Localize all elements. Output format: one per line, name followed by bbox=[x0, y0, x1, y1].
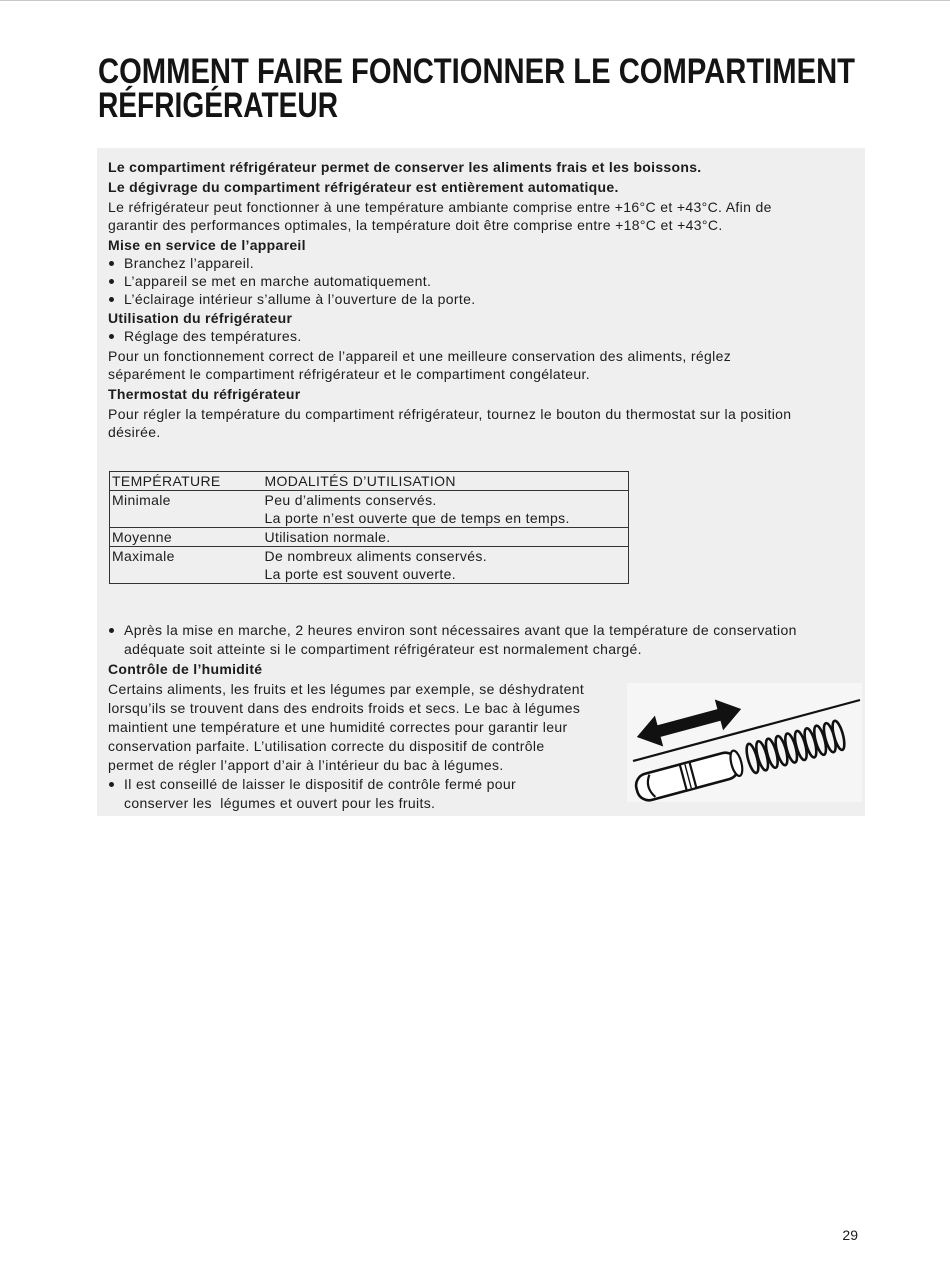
bullet-icon bbox=[109, 261, 114, 266]
usage-line: Peu d’aliments conservés. bbox=[264, 492, 437, 508]
paragraph-line: désirée. bbox=[108, 424, 161, 440]
intro-lead-2: Le dégivrage du compartiment réfrigérateur est entièrement automatique. bbox=[108, 179, 619, 195]
usage-line: Utilisation normale. bbox=[264, 529, 391, 545]
table-cell-usage bbox=[263, 491, 629, 528]
paragraph-line: permet de régler l’apport d’air à l’intérieur du bac à légumes. bbox=[108, 757, 504, 773]
bullet-icon bbox=[109, 628, 114, 633]
page-title-line-2: RÉFRIGÉRATEUR bbox=[98, 86, 397, 125]
paragraph-line: maintient une température et une humidité correctes pour garantir leur bbox=[108, 719, 568, 735]
section-heading-mise-en-service: Mise en service de l’appareil bbox=[108, 237, 306, 253]
bullet-icon bbox=[109, 279, 114, 284]
table-header-cell: MODALITÉS D’UTILISATION bbox=[263, 472, 629, 491]
table-cell-temperature: Maximale bbox=[110, 547, 263, 584]
section-heading-thermostat: Thermostat du réfrigérateur bbox=[108, 386, 301, 402]
bullet-icon bbox=[109, 782, 114, 787]
table-cell-temperature: Moyenne bbox=[110, 528, 263, 547]
usage-line: De nombreux aliments conservés. bbox=[264, 548, 487, 564]
temperature-table bbox=[109, 471, 629, 584]
list-item: Branchez l’appareil. bbox=[124, 255, 254, 271]
paragraph-line: Pour un fonctionnement correct de l’appareil et une meilleure conservation des aliments, réglez bbox=[108, 348, 732, 364]
bullet-icon bbox=[109, 297, 114, 302]
usage-line: La porte n’est ouverte que de temps en temps. bbox=[264, 510, 570, 526]
list-item: Réglage des températures. bbox=[124, 328, 302, 344]
table-row bbox=[110, 528, 629, 547]
note-line: Après la mise en marche, 2 heures environ sont nécessaires avant que la température de conservation bbox=[124, 622, 797, 638]
table-row bbox=[110, 547, 629, 584]
paragraph-line: Pour régler la température du compartiment réfrigérateur, tournez le bouton du thermostat sur la position bbox=[108, 406, 792, 422]
section-heading-utilisation: Utilisation du réfrigérateur bbox=[108, 310, 293, 326]
table-header-cell: TEMPÉRATURE bbox=[110, 472, 263, 491]
list-item: Il est conseillé de laisser le dispositif de contrôle fermé pour bbox=[124, 776, 517, 792]
list-item: L’appareil se met en marche automatiquement. bbox=[124, 273, 432, 289]
section-heading-humidite: Contrôle de l’humidité bbox=[108, 661, 263, 677]
paragraph-line: lorsqu’ils se trouvent dans des endroits froids et secs. Le bac à légumes bbox=[108, 700, 581, 716]
list-item: L’éclairage intérieur s’allume à l’ouverture de la porte. bbox=[124, 291, 476, 307]
humidity-control-illustration bbox=[627, 683, 862, 802]
intro-text-line: Le réfrigérateur peut fonctionner à une température ambiante comprise entre +16°C et +43°C. Afin de bbox=[108, 199, 772, 215]
intro-lead-1: Le compartiment réfrigérateur permet de conserver les aliments frais et les boissons. bbox=[108, 159, 702, 175]
table-cell-usage bbox=[263, 528, 629, 547]
bullet-icon bbox=[109, 334, 114, 339]
table-header-row bbox=[110, 472, 629, 491]
note-line: adéquate soit atteinte si le compartiment réfrigérateur est normalement chargé. bbox=[124, 641, 642, 657]
list-item: conserver les légumes et ouvert pour les fruits. bbox=[124, 795, 436, 811]
page-title-line-1: COMMENT FAIRE FONCTIONNER LE COMPARTIMENT bbox=[98, 52, 855, 91]
paragraph-line: séparément le compartiment réfrigérateur et le compartiment congélateur. bbox=[108, 366, 590, 382]
table-row bbox=[110, 491, 629, 528]
page-title bbox=[0, 0, 950, 130]
table-cell-usage bbox=[263, 547, 629, 584]
double-arrow-icon bbox=[633, 694, 746, 753]
table-cell-temperature: Minimale bbox=[110, 491, 263, 528]
paragraph-line: conservation parfaite. L’utilisation correcte du dispositif de contrôle bbox=[108, 738, 545, 754]
paragraph-line: Certains aliments, les fruits et les légumes par exemple, se déshydratent bbox=[108, 681, 585, 697]
usage-line: La porte est souvent ouverte. bbox=[264, 566, 456, 582]
intro-text-line: garantir des performances optimales, la température doit être comprise entre +18°C et +43°C. bbox=[108, 217, 723, 233]
page-number: 29 bbox=[842, 1227, 858, 1243]
